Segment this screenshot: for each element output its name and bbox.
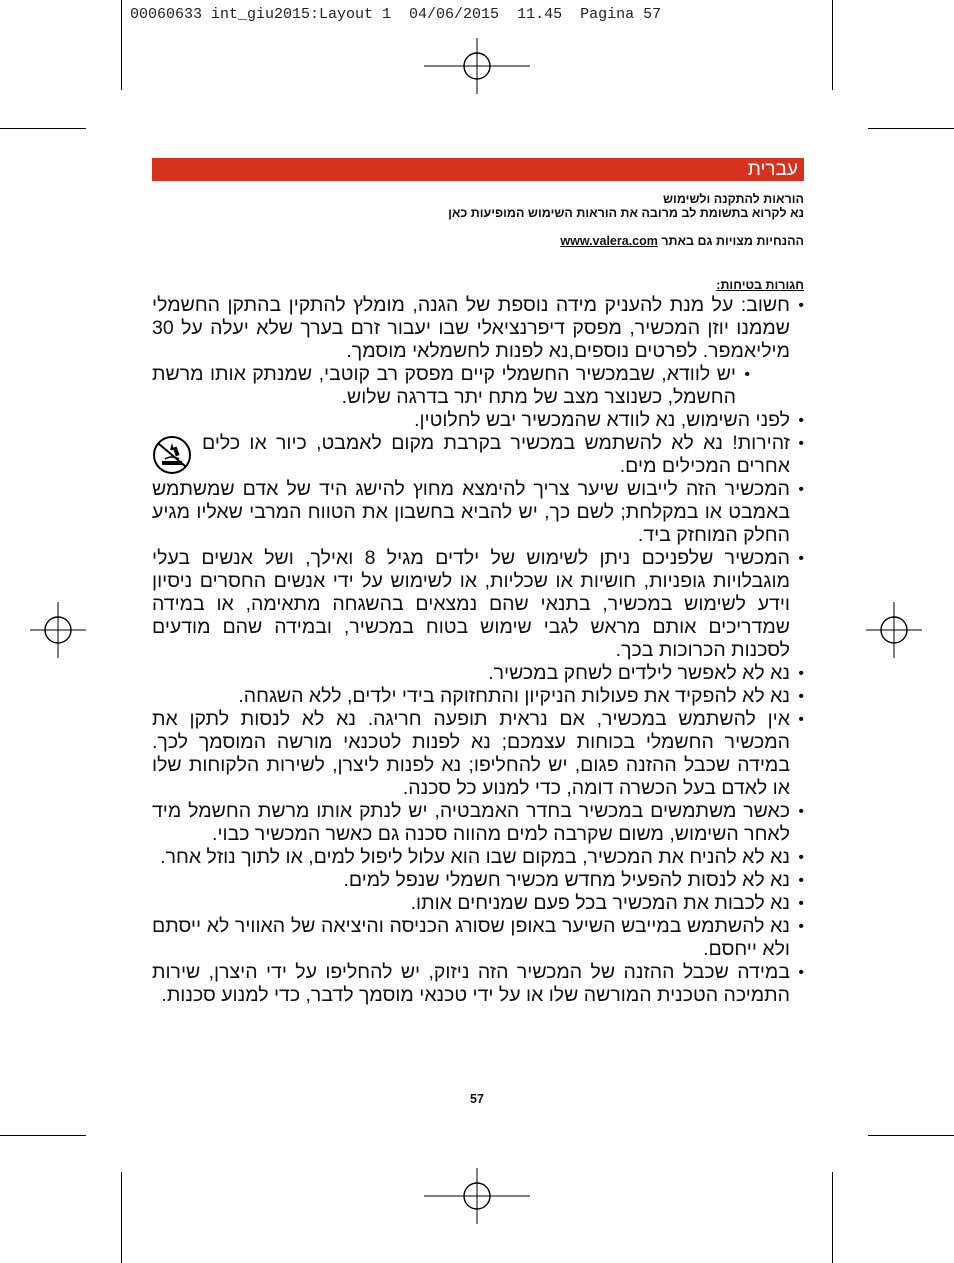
crop-mark [121, 1172, 122, 1263]
warning-text: זהירות! נא לא להשתמש במכשיר בקרבת מקום לאמבט, כיור או כלים אחרים המכילים מים. [202, 432, 790, 477]
registration-mark-left [30, 602, 86, 658]
crop-mark [868, 128, 954, 129]
registration-mark-bottom [424, 1168, 530, 1224]
print-slug: 00060633 int_giu2015:Layout 1 04/06/2015 11.45 Pagina 57 [130, 6, 662, 23]
crop-mark [0, 128, 86, 129]
list-item: • יש לוודא, שבמכשיר החשמלי קיים מפסק רב קוטבי, שמנתק אותו מרשת החשמל, כשנוצר מצב של מתח יתר בדרגה שלוש. [152, 363, 750, 409]
safety-heading: חגורות בטיחות: [716, 278, 804, 292]
list-item-warning [202, 432, 804, 478]
list-item: • המכשיר הזה לייבוש שיער צריך להימצא מחוץ להישג היד של אדם שמשתמש באמבט או במקלחת; לשם כך, יש להביא בחשבון את הטווח המרבי שאליו מגיע החלק המוחזק ביד. [152, 478, 804, 547]
language-label: עברית [747, 159, 798, 180]
list-item: • נא להשתמש במייבש השיער באופן שסורג הכניסה והיציאה של האוויר לא ייסתם ולא ייחסם. [152, 915, 804, 961]
instructions-title: הוראות להתקנה ולשימוש [662, 192, 804, 206]
language-bar [152, 158, 804, 181]
document-content [152, 192, 804, 1007]
list-item: • נא לא להניח את המכשיר, במקום שבו הוא עלול ליפול למים, או לתוך נוזל אחר. [152, 846, 804, 869]
list-item: • במידה שכבל ההזנה של המכשיר הזה ניזוק, יש להחליפו על ידי היצרן, שירות התמיכה הטכנית המורשה שלו או על ידי טכנאי מוסמך לדבר, כדי למנוע סכנות. [152, 961, 804, 1007]
website-text: ההנחיות מצויות גם באתר [661, 234, 804, 248]
registration-mark-right [866, 602, 922, 658]
crop-mark [832, 0, 833, 90]
website-link[interactable]: www.valera.com [560, 234, 658, 248]
no-water-warning-icon [152, 435, 192, 475]
list-item: • נא לא להפקיד את פעולות הניקיון והתחזוקה בידי ילדים, ללא השגחה. [152, 685, 804, 708]
registration-mark-top [424, 38, 530, 94]
safety-list [152, 294, 804, 1007]
crop-mark [0, 1135, 86, 1136]
list-item: • נא לכבות את המכשיר בכל פעם שמניחים אותו. [152, 892, 804, 915]
crop-mark [868, 1135, 954, 1136]
list-item: • חשוב: על מנת להעניק מידה נוספת של הגנה, מומלץ להתקין בהתקן החשמלי שממנו יוזן המכשיר, מפסק דיפרנציאלי שבו יעבור זרם בערך שלא יעלה על 30 מיליאמפר. לפרטים נוספים,נא לפנות לחשמלאי מוסמך. [152, 294, 804, 363]
crop-mark [121, 0, 122, 90]
list-item: • נא לא לאפשר לילדים לשחק במכשיר. [152, 662, 804, 685]
list-item: • לפני השימוש, נא לוודא שהמכשיר יבש לחלוטין. [152, 409, 804, 432]
crop-mark [832, 1172, 833, 1263]
website-line [152, 234, 804, 248]
page-number: 57 [470, 1092, 484, 1106]
list-item: • נא לא לנסות להפעיל מחדש מכשיר חשמלי שנפל למים. [152, 869, 804, 892]
list-item: • המכשיר שלפניכם ניתן לשימוש של ילדים מגיל 8 ואילך, ושל אנשים בעלי מוגבלויות גופניות, חושיות או שכליות, או לשימוש על ידי אנשים החסרים ניסיון וידע לשימוש במכשיר, בתנאי שהם נמצאים בהשגחה מתאימה, או במידה שמדריכים אותם מראש לגבי שימוש בטוח במכשיר, ובמידה שהם מודעים לסכנות הכרוכות בכך. [152, 547, 804, 662]
list-item: • כאשר משתמשים במכשיר בחדר האמבטיה, יש לנתק אותו מרשת החשמל מיד לאחר השימוש, משום שקרבה למים מהווה סכנה גם כאשר המכשיר כבוי. [152, 800, 804, 846]
instructions-subtitle: נא לקרוא בתשומת לב מרובה את הוראות השימוש המופיעות כאן [448, 206, 804, 220]
list-item: • אין להשתמש במכשיר, אם נראית תופעה חריגה. נא לא לנסות לתקן את המכשיר החשמלי בכוחות עצמכם; נא לפנות לטכנאי מורשה המוסמך לכך. במידה שכבל ההזנה פגום, יש להחליפו; נא לפנות ליצרן, לשירות הלקוחות שלו או לאדם בעל הכשרה דומה, כדי למנוע כל סכנה. [152, 708, 804, 800]
